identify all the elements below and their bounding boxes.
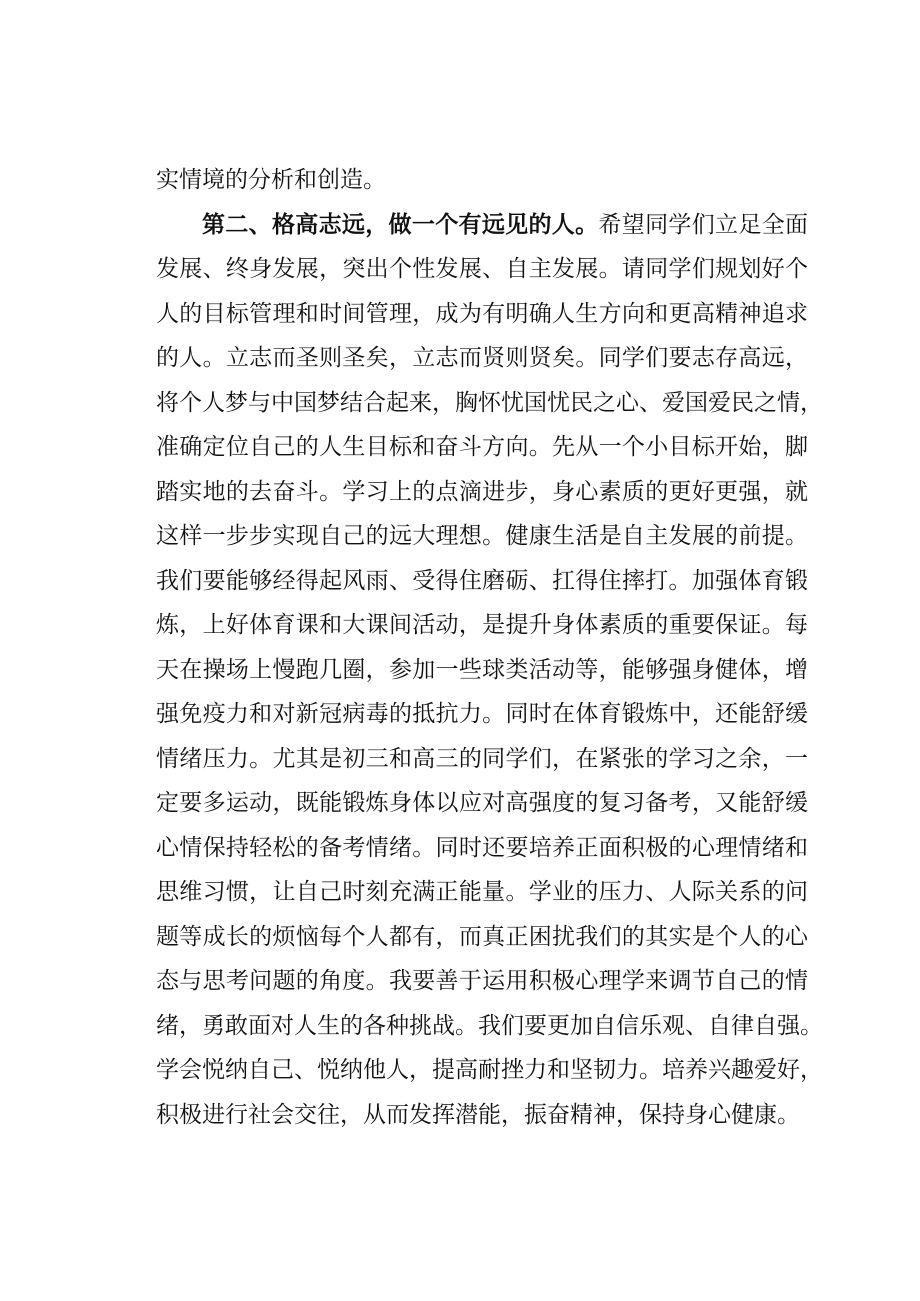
line-text: 准确定位自己的人生目标和奋斗方向。先从一个小目标开始，脚 [156,434,808,460]
line-text: 人的目标管理和时间管理，成为有明确人生方向和更高精神追求 [156,300,808,327]
line-text: 强免疫力和对新冠病毒的抵抗力。同时在体育锻炼中，还能舒缓 [156,701,808,727]
text-line [156,470,808,515]
text-line [156,158,808,203]
line-text: 思维习惯，让自己时刻充满正能量。学业的压力、人际关系的问 [156,879,808,905]
body-text [156,158,823,1137]
line-text: 踏实地的去奋斗。学习上的点滴进步，身心素质的更好更强，就 [156,478,808,505]
text-line [156,692,808,737]
line-text: 发展、终身发展，突出个性发展、自主发展。请同学们规划好个 [156,256,808,282]
line-text: 绪，勇敢面对人生的各种挑战。我们要更加自信乐观、自律自强。 [156,1012,823,1039]
line-text: 心情保持轻松的备考情绪。同时还要培养正面积极的心理情绪和 [156,834,808,861]
text-line [156,870,808,915]
text-line [156,559,808,604]
text-line [156,915,808,960]
line-text: 实情境的分析和创造。 [156,167,386,193]
line-text: 炼，上好体育课和大课间活动，是提升身体素质的重要保证。每 [156,612,808,638]
text-line [156,959,808,1004]
text-line [156,1004,823,1049]
line-text: 的人。立志而圣则圣矣，立志而贤则贤矣。同学们要志存高远， [156,345,808,371]
text-line [156,1093,808,1138]
section-heading: 第二、格高志远，做一个有远见的人。 [202,211,599,238]
line-text: 学会悦纳自己、悦纳他人，提高耐挫力和坚韧力。培养兴趣爱好， [156,1057,823,1083]
text-line [156,247,808,292]
line-text: 态与思考问题的角度。我要善于运用积极心理学来调节自己的情 [156,968,808,994]
text-line [156,336,808,381]
text-line [156,381,823,426]
text-line [156,1048,823,1093]
text-line [156,425,808,470]
line-text: 我们要能够经得起风雨、受得住磨砺、扛得住摔打。加强体育锻 [156,567,808,594]
line-text: 积极进行社会交往，从而发挥潜能，振奋精神，保持身心健康。 [156,1101,800,1128]
line-text: 这样一步步实现自己的远大理想。健康生活是自主发展的前提。 [156,523,808,549]
text-line [156,203,808,248]
text-line [156,603,808,648]
text-line [156,648,808,693]
line-text: 将个人梦与中国梦结合起来，胸怀忧国忧民之心、爱国爱民之情， [156,389,823,416]
line-text: 情绪压力。尤其是初三和高三的同学们，在紧张的学习之余，一 [156,745,808,772]
line-text: 题等成长的烦恼每个人都有，而真正困扰我们的其实是个人的心 [156,923,808,950]
text-line [156,737,808,782]
text-line [156,514,808,559]
line-text: 天在操场上慢跑几圈，参加一些球类活动等，能够强身健体，增 [156,656,808,683]
text-line [156,292,808,337]
line-text: 定要多运动，既能锻炼身体以应对高强度的复习备考，又能舒缓 [156,790,808,816]
text-line [156,826,808,871]
line-text: 希望同学们立足全面 [598,211,809,238]
text-line [156,781,808,826]
